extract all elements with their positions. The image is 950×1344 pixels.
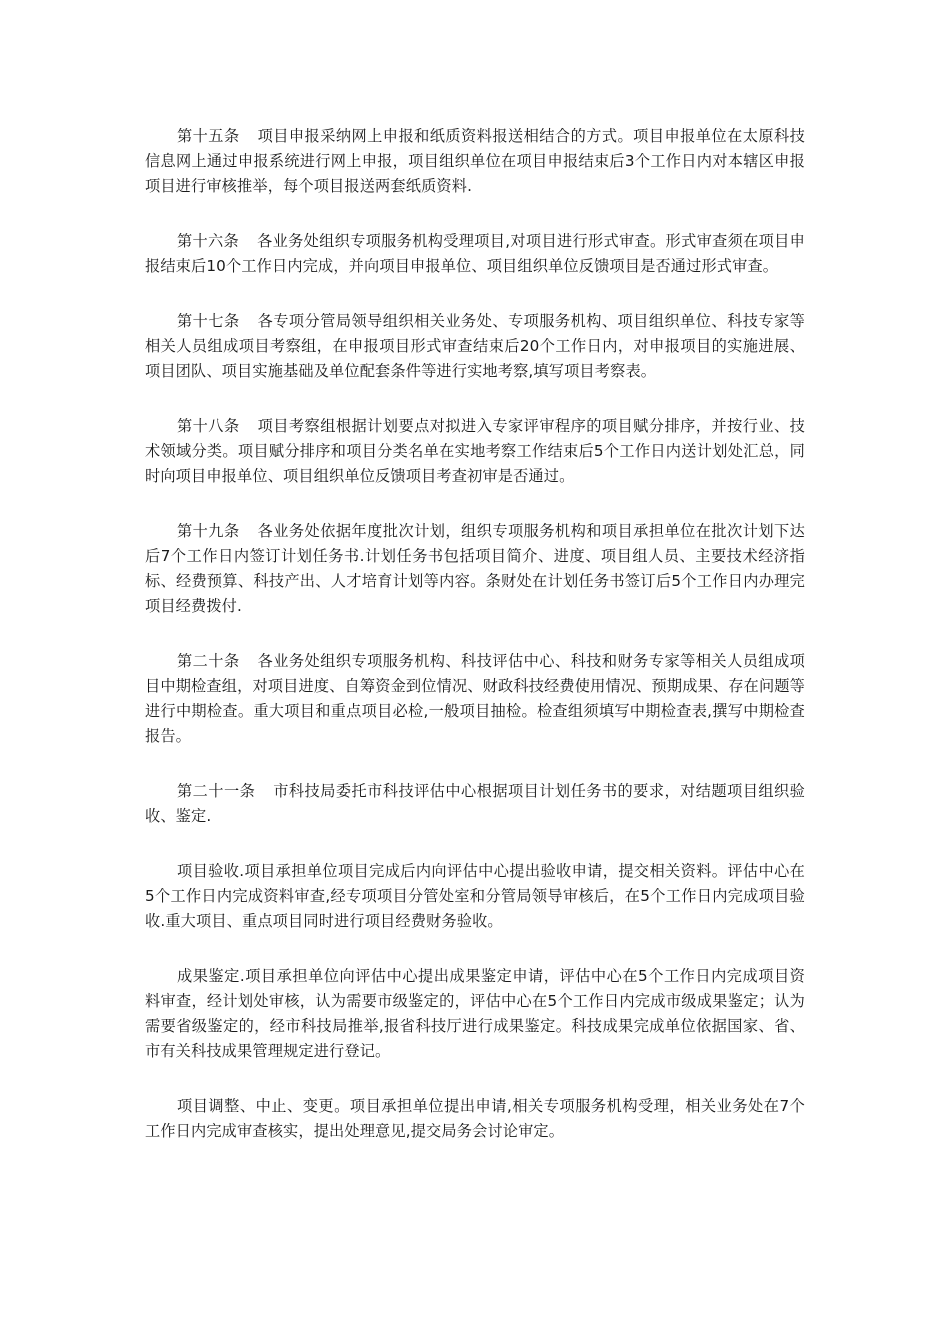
paragraph-text: 成果鉴定.项目承担单位向评估中心提出成果鉴定申请，评估中心在5个工作日内完成项目资料审查，经计划处审核，认为需要市级鉴定的，评估中心在5个工作日内完成市级成果鉴定；认为需要省级鉴定的，经市科技局推举,报省科技厅进行成果鉴定。科技成果完成单位依据国家、省、市有关科技成果管理规定进行登记。 [145,967,805,1060]
article-text: 项目申报采纳网上申报和纸质资料报送相结合的方式。项目申报单位在太原科技信息网上通过申报系统进行网上申报，项目组织单位在项目申报结束后3个工作日内对本辖区申报项目进行审核推举，每个项目报送两套纸质资料. [145,127,806,195]
article-label: 第十八条 [177,417,240,435]
article-text: 各业务处组织专项服务机构、科技评估中心、科技和财务专家等相关人员组成项目中期检查组，对项目进度、自筹资金到位情况、财政科技经费使用情况、预期成果、存在问题等进行中期检查。重大项目和重点项目必检,一般项目抽检。检查组须填写中期检查表,撰写中期检查报告。 [145,652,806,745]
document-body [145,124,805,1174]
paragraph-text: 项目验收.项目承担单位项目完成后内向评估中心提出验收申请，提交相关资料。评估中心在5个工作日内完成资料审查,经专项项目分管处室和分管局领导审核后，在5个工作日内完成项目验收.重大项目、重点项目同时进行项目经费财务验收。 [145,862,805,930]
article-text: 各业务处组织专项服务机构受理项目,对项目进行形式审查。形式审查须在项目申报结束后10个工作日内完成，并向项目申报单位、项目组织单位反馈项目是否通过形式审查。 [145,232,805,275]
paragraph-article-15 [145,124,805,199]
paragraph-article-18 [145,414,805,489]
article-text: 项目考察组根据计划要点对拟进入专家评审程序的项目赋分排序，并按行业、技术领域分类。项目赋分排序和项目分类名单在实地考察工作结束后5个工作日内送计划处汇总，同时向项目申报单位、项目组织单位反馈项目考查初审是否通过。 [145,417,806,485]
paragraph-article-20 [145,649,805,749]
paragraph-project-acceptance [145,859,805,934]
article-text: 市科技局委托市科技评估中心根据项目计划任务书的要求，对结题项目组织验收、鉴定. [145,782,805,825]
article-label: 第十九条 [177,522,240,540]
article-text: 各业务处依据年度批次计划，组织专项服务机构和项目承担单位在批次计划下达后7个工作日内签订计划任务书.计划任务书包括项目简介、进度、项目组人员、主要技术经济指标、经费预算、科技产出、人才培育计划等内容。条财处在计划任务书签订后5个工作日内办理完项目经费拨付. [145,522,806,615]
article-label: 第十五条 [177,127,240,145]
article-label: 第二十一条 [177,782,256,800]
article-text: 各专项分管局领导组织相关业务处、专项服务机构、项目组织单位、科技专家等相关人员组成项目考察组，在申报项目形式审查结束后20个工作日内，对申报项目的实施进展、项目团队、项目实施基础及单位配套条件等进行实地考察,填写项目考察表。 [145,312,806,380]
paragraph-article-17 [145,309,805,384]
paragraph-project-adjustment [145,1094,805,1144]
paragraph-article-21 [145,779,805,829]
paragraph-achievement-appraisal [145,964,805,1064]
article-label: 第十六条 [177,232,240,250]
paragraph-article-16 [145,229,805,279]
article-label: 第二十条 [177,652,240,670]
article-label: 第十七条 [177,312,240,330]
paragraph-article-19 [145,519,805,619]
paragraph-text: 项目调整、中止、变更。项目承担单位提出申请,相关专项服务机构受理，相关业务处在7个工作日内完成审查核实，提出处理意见,提交局务会讨论审定。 [145,1097,805,1140]
